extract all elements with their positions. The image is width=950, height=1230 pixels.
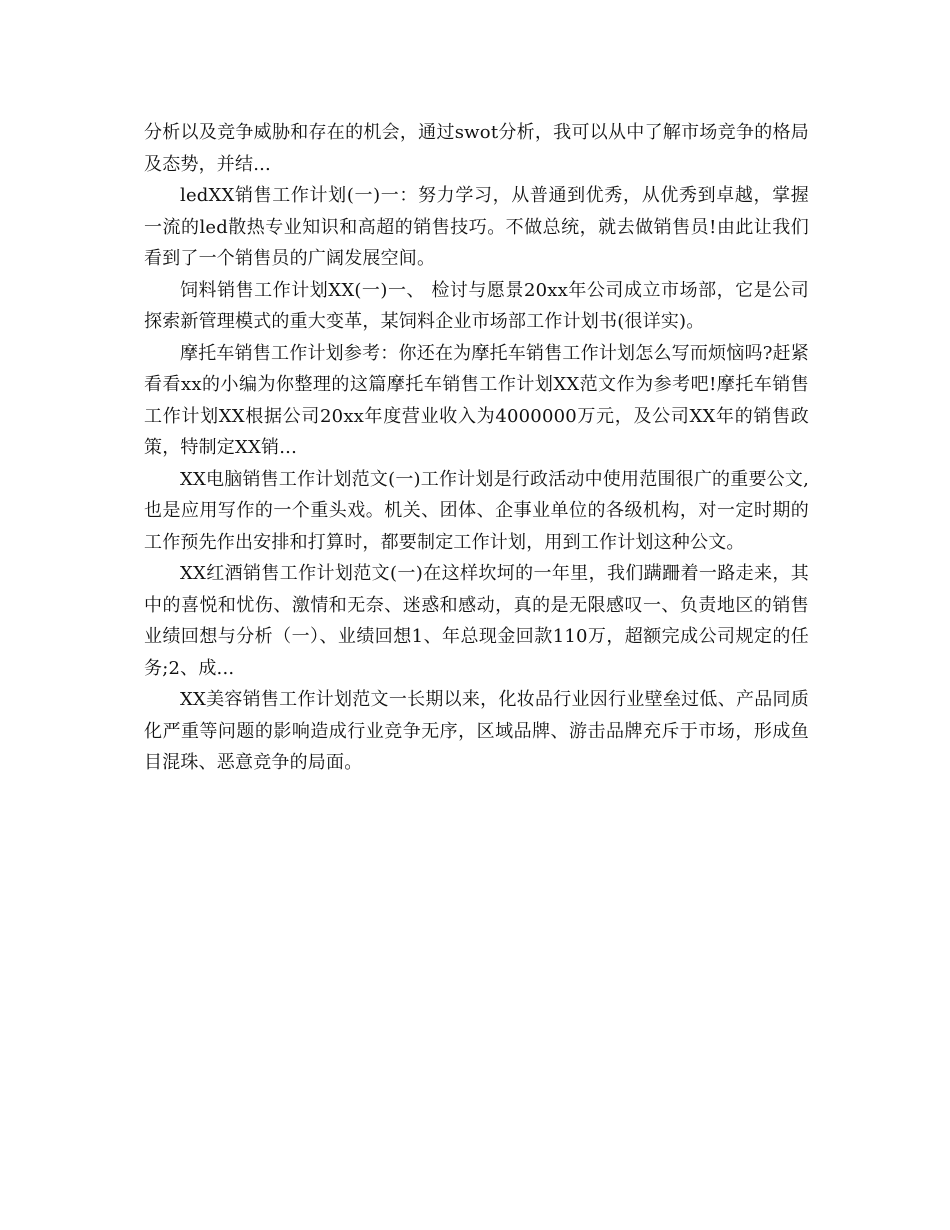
- paragraph-led-sales-plan: ledXX销售工作计划(一)一：努力学习，从普通到优秀，从优秀到卓越，掌握一流的led散热专业知识和高超的销售技巧。不做总统，就去做销售员!由此让我们看到了一个销售员的广阔发展空间。: [144, 185, 809, 269]
- paragraph-feed-sales-plan: 饲料销售工作计划XX(一)一、 检讨与愿景20xx年公司成立市场部，它是公司探索新管理模式的重大变革，某饲料企业市场部工作计划书(很详实)。: [144, 279, 809, 332]
- paragraph-computer-sales-plan: XX电脑销售工作计划范文(一)工作计划是行政活动中使用范围很广的重要公文,也是应用写作的一个重头戏。机关、团体、企事业单位的各级机构，对一定时期的工作预先作出安排和打算时，都要制定工作计划，用到工作计划这种公文。: [144, 468, 809, 553]
- paragraph-beauty-sales-plan: XX美容销售工作计划范文一长期以来，化妆品行业因行业壁垒过低、产品同质化严重等问题的影响造成行业竞争无序，区域品牌、游击品牌充斥于市场，形成鱼目混珠、恶意竞争的局面。: [144, 689, 809, 773]
- paragraph-wine-sales-plan: XX红酒销售工作计划范文(一)在这样坎坷的一年里，我们蹒跚着一路走来，其中的喜悦和忧伤、激情和无奈、迷惑和感动，真的是无限感叹一、负责地区的销售业绩回想与分析（一）、业绩回想1、年总现金回款110万，超额完成公司规定的任务;2、成...: [144, 563, 809, 679]
- document-body: [144, 117, 809, 779]
- paragraph-swot-continuation: 分析以及竞争威胁和存在的机会，通过swot分析，我可以从中了解市场竞争的格局及态势，并结...: [144, 122, 809, 175]
- paragraph-motorcycle-sales-plan: 摩托车销售工作计划参考：你还在为摩托车销售工作计划怎么写而烦恼吗?赶紧看看xx的小编为你整理的这篇摩托车销售工作计划XX范文作为参考吧!摩托车销售工作计划XX根据公司20xx年度营业收入为4000000万元，及公司XX年的销售政策，特制定XX销...: [144, 342, 809, 458]
